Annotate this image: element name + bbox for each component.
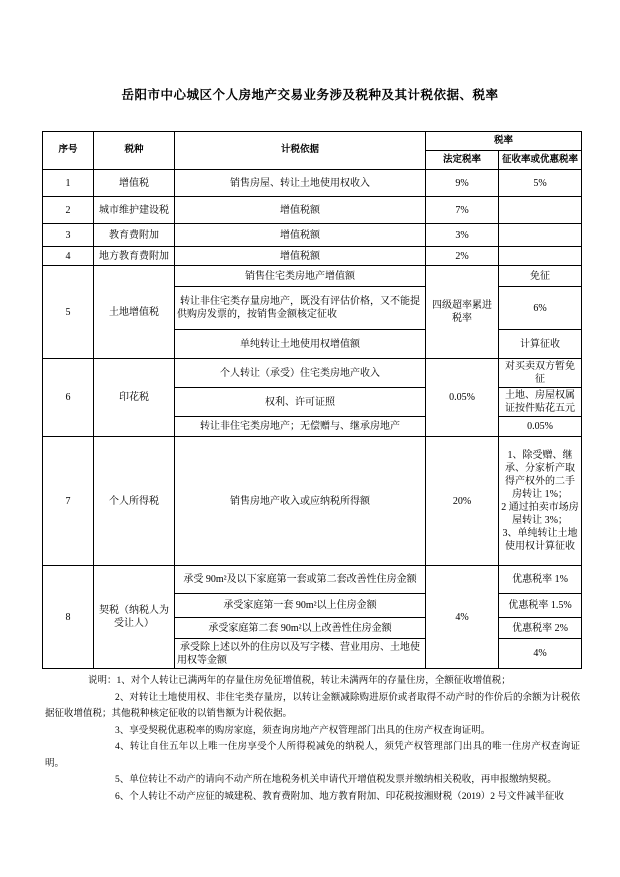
note-text: 1、对个人转让已满两年的存量住房免征增值税，转让未满两年的存量住房，全额征收增值税； (116, 676, 511, 686)
document-title: 岳阳市中心城区个人房地产交易业务涉及税种及其计税依据、税率 (121, 88, 499, 102)
note-line: 4、转让自住五年以上唯一住房享受个人所得税减免的纳税人，须凭产权管理部门出具的唯一住房产权查询证明。 (45, 742, 580, 769)
statutory-rate-cell: 20% (426, 437, 499, 566)
tax-basis-cell: 个人转让（承受）住宅类房地产收入 (175, 359, 426, 388)
levy-rate-cell: 优惠税率 1.5% (499, 594, 582, 618)
serial-cell: 3 (43, 224, 94, 247)
tax-name-cell: 印花税 (94, 359, 175, 437)
note-line: 5、单位转让不动产的请向不动产所在地税务机关申请代开增值税发票并缴纳相关税收，再申报缴纳契税。 (115, 775, 557, 785)
header-serial: 序号 (43, 132, 94, 170)
levy-rate-cell: 对买卖双方暂免征 (499, 359, 582, 388)
header-basis: 计税依据 (175, 132, 426, 170)
levy-rate-line: 2 通过拍卖市场房屋转让 3%； (501, 502, 579, 526)
table-row (43, 359, 582, 388)
tax-basis-cell: 承受 90m²及以下家庭第一套或第二套改善性住房金额 (175, 566, 426, 594)
note-line (45, 673, 580, 690)
levy-rate-cell: 4% (499, 639, 582, 669)
tax-name-cell: 城市维护建设税 (94, 197, 175, 224)
levy-rate-cell (499, 437, 582, 566)
header-tax-type: 税种 (94, 132, 175, 170)
levy-rate-cell: 优惠税率 1% (499, 566, 582, 594)
table-row (43, 247, 582, 266)
levy-rate-line: 3、单纯转让土地使用权计算征收 (502, 528, 578, 552)
statutory-rate-cell: 7% (426, 197, 499, 224)
levy-rate-cell: 土地、房屋权属证按件贴花五元 (499, 388, 582, 417)
tax-basis-cell: 增值税额 (175, 197, 426, 224)
statutory-rate-cell: 4% (426, 566, 499, 669)
serial-cell: 2 (43, 197, 94, 224)
serial-cell: 8 (43, 566, 94, 669)
header-levy-rate: 征收率或优惠税率 (499, 151, 582, 170)
serial-cell: 5 (43, 266, 94, 359)
tax-basis-cell: 承受家庭第二套 90m²以上改善性住房金额 (175, 618, 426, 639)
tax-name-cell: 土地增值税 (94, 266, 175, 359)
statutory-rate-cell: 3% (426, 224, 499, 247)
table-row (43, 566, 582, 594)
note-line: 3、享受契税优惠税率的购房家庭，须查询房地产产权管理部门出具的住房产权查询证明。 (115, 725, 491, 736)
levy-rate-cell (499, 224, 582, 247)
tax-basis-cell: 销售住宅类房地产增值额 (175, 266, 426, 287)
levy-rate-cell: 计算征收 (499, 330, 582, 359)
statutory-rate-cell: 9% (426, 170, 499, 197)
tax-basis-cell: 承受除上述以外的住房以及写字楼、营业用房、土地使用权等金额 (175, 639, 426, 669)
tax-basis-cell: 单纯转让土地使用权增值额 (175, 330, 426, 359)
levy-rate-cell: 0.05% (499, 417, 582, 437)
tax-basis-cell: 增值税额 (175, 247, 426, 266)
tax-basis-cell: 销售房地产收入或应纳税所得额 (175, 437, 426, 566)
table-row (43, 224, 582, 247)
header-statutory-rate: 法定税率 (426, 151, 499, 170)
serial-cell: 4 (43, 247, 94, 266)
levy-rate-cell: 6% (499, 287, 582, 330)
tax-basis-cell: 销售房屋、转让土地使用权收入 (175, 170, 426, 197)
table-row (43, 170, 582, 197)
statutory-rate-cell: 2% (426, 247, 499, 266)
tax-basis-cell: 转让非住宅类存量房地产，既没有评估价格，又不能提供购房发票的，按销售金额核定征收 (175, 287, 426, 330)
serial-cell: 6 (43, 359, 94, 437)
levy-rate-cell (499, 247, 582, 266)
statutory-rate-cell: 0.05% (426, 359, 499, 437)
levy-rate-cell: 优惠税率 2% (499, 618, 582, 639)
notes-section (45, 673, 580, 805)
tax-name-cell: 契税（纳税人为受让人） (94, 566, 175, 669)
tax-name-cell: 地方教育费附加 (94, 247, 175, 266)
tax-basis-cell: 权利、许可证照 (175, 388, 426, 417)
notes-label: 说明： (88, 676, 117, 686)
tax-name-cell: 增值税 (94, 170, 175, 197)
tax-basis-cell: 转让非住宅类房地产；无偿赠与、继承房地产 (175, 417, 426, 437)
tax-basis-cell: 承受家庭第一套 90m²以上住房金额 (175, 594, 426, 618)
tax-basis-cell: 增值税额 (175, 224, 426, 247)
levy-rate-line: 1、除受赠、继承、分家析产取得产权外的二手房转让 1%； (505, 450, 575, 500)
table-row (43, 197, 582, 224)
tax-name-cell: 教育费附加 (94, 224, 175, 247)
levy-rate-cell: 免征 (499, 266, 582, 287)
note-line: 6、个人转让不动产应征的城建税、教育费附加、地方教育附加、印花税按湘财税（2019）2 号文件减半征收 (115, 791, 564, 802)
table-header-row-1 (43, 132, 582, 151)
tax-name-cell: 个人所得税 (94, 437, 175, 566)
statutory-rate-cell: 四级超率累进税率 (426, 266, 499, 359)
table-row (43, 437, 582, 566)
serial-cell: 7 (43, 437, 94, 566)
levy-rate-cell: 5% (499, 170, 582, 197)
tax-rate-table (42, 131, 582, 669)
header-rate: 税率 (426, 132, 582, 151)
note-line: 2、对转让土地使用权、非住宅类存量房，以转让金额减除购进原价或者取得不动产时的作价后的余额为计税依据征收增值税；其他税种核定征收的以销售额为计税依据。 (45, 692, 580, 719)
levy-rate-cell (499, 197, 582, 224)
serial-cell: 1 (43, 170, 94, 197)
table-row (43, 266, 582, 287)
